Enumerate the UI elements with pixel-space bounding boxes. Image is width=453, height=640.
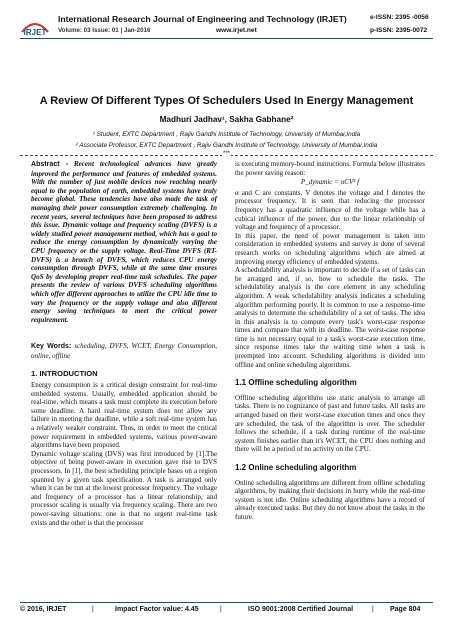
abstract-text: Recent technological advances have greatly improved the performance and features of embedded systems. With the number of just mobile devices now reaching nearly equal to the population of earth, embedded systems have truly become global. These tendencies have also made the task of managing their power consumption extremely challenging. In recent years, several techniques have been proposed to address this issue. Dynamic voltage and frequency scaling (DVFS) is a widely studied power management method, which has a goal to reduce the energy consumption by dynamically varying the CPU frequency or the supply voltage. Real-Time DVFS (RT-DVFS) is a branch of DVFS, which reduces CPU energy consumption through DVFS, while at the same time ensures QoS by developing proper real-time task schedules. The paper presents the review of various DVFS scheduling algorithms which offer different approaches to utilize the CPU idle time to vary the frequency or the supply voltage and also different energy saving techniques to meet the critical power requirement. — [31, 160, 217, 324]
abstract — [31, 160, 217, 324]
intro-paragraph-4: α and C are constants, V denotes the voltage and f denotes the processor frequency. It is seen that reducing the processor frequency has a quadratic influence of the voltage while has a cubical influence of the power, due to the linear relationship of voltage and frequency of a processor. — [235, 188, 425, 232]
intro-heading: 1. INTRODUCTION — [31, 369, 98, 379]
abstract-label: Abstract - — [31, 161, 69, 168]
offline-heading: 1.1 Offline scheduling algorithm — [235, 378, 357, 388]
svg-text:IRJET: IRJET — [23, 28, 47, 37]
divider-stars: *** — [222, 151, 230, 157]
footer-sep-1: | — [92, 606, 94, 613]
intro-paragraph-5: In this paper, the need of power management is taken into consideration in embedded systems and survey is done of several research works on scheduling algorithms which are aimed at improving energy efficiency of embedded systems. — [235, 231, 425, 266]
online-heading: 1.2 Online scheduling algorithm — [235, 463, 357, 472]
footer-divider — [20, 602, 433, 603]
affiliation-2: ² Associate Professor, EXTC Department , Rajiv Gandhi Institute of Technology, University of Mumbai,India — [75, 142, 378, 149]
right-column — [235, 160, 425, 522]
affiliation-1: ¹ Student, EXTC Department , Rajiv Gandhi Institute of Technology, University of Mumbai,India — [92, 131, 361, 138]
left-column — [31, 160, 217, 527]
p-issn: p-ISSN: 2395-0072 — [370, 27, 428, 34]
journal-name: International Research Journal of Engineering and Technology (IRJET) — [58, 14, 347, 24]
footer-sep-2: | — [220, 606, 222, 613]
intro-paragraph-2: Dynamic voltage scaling (DVS) was first introduced by [1].The objective of being power-aware in execution gave rise to DVS processors. In [1], the best scheduling principle bases on a region spanned by a given task specification. A task is arranged only when it can be run at the lowest processor frequency. The voltage and frequency of a processor has a linear relationship, and processor scaling is usually via frequency scaling. There are two power-saving situations: one is that no urgent real-time task exists and the other is that the processor — [31, 449, 217, 527]
keywords — [31, 342, 217, 360]
keywords-label: Key Words: — [31, 343, 72, 351]
online-text: Online scheduling algorithms are different from offline scheduling algorithms, by making their decisions in hurry while the real-time system is not idle. Online scheduling algorithms have a record of already executed tasks. But they do not know about the tasks in the future. — [235, 478, 425, 521]
power-formula: P_dynamic = αCV² f — [300, 178, 360, 187]
keywords-text: scheduling, DVFS, WCET, Energy Consumption, online, offline — [31, 342, 217, 360]
journal-website-link[interactable]: www.irjet.net — [216, 27, 257, 34]
e-issn: e-ISSN: 2395 -0056 — [370, 14, 429, 21]
footer-impact-factor: Impact Factor value: 4.45 — [115, 606, 199, 613]
offline-text: Offline scheduling algorithms use static analysis to arrange all tasks. There is no cognizance of past and future tasks. All tasks are arranged based on their worst-case execution times and once they are scheduled, the task of the algorithm is over. The scheduler follows the schedule, if a task during runtime of the real-time system finishes earlier than it's WCET, the CPU does nothing and there will be a period of no activity on the CPU. — [235, 393, 425, 454]
irjet-logo-icon — [20, 14, 50, 38]
footer-iso: ISO 9001:2008 Certified Journal — [248, 606, 354, 613]
footer-copyright: © 2016, IRJET — [20, 606, 67, 613]
footer-sep-3: | — [372, 606, 374, 613]
footer-page-number: Page 804 — [390, 606, 421, 613]
paper-title: A Review Of Different Types Of Schedulers Used In Energy Management — [39, 95, 414, 107]
volume-issue: Volume: 03 Issue: 01 | Jan-2016 — [58, 27, 151, 34]
paper-authors: Madhuri Jadhav¹, Sakha Gabhane² — [159, 115, 294, 124]
intro-paragraph-1: Energy consumption is a critical design constraint for real-time embedded systems. Usually, embedded application should be real-time, which means a task must complete its execution before some deadline. A hard real-time system does not allow any failure in meeting the deadline, while a soft real-time system has a relatively weaker constraint. Thus, in order to meet the critical power requirement in embedded systems, various power-aware algorithms have been proposed. — [31, 381, 217, 450]
intro-paragraph-6: A schedulability analysis is important to decide if a set of tasks can be arranged and, if so, how to schedule the tasks. The schedulability analysis is the core element in any scheduling algorithm. A weak schedulability analysis indicates a scheduling algorithm performing poorly. It is common to use a response-time analysis to determine the schedulability of a set of tasks. The idea in this analysis is to compute every task's worst-case response times and compare that with its deadline. The worst-case response time is not necessary equal to a task's worst-case execution time, since response times take the waiting time when a task is preempted into account. Scheduling algorithms is divided into offline and online scheduling algorithms. — [235, 266, 425, 369]
journal-header — [0, 0, 453, 40]
intro-paragraph-3: is executing memory-bound instructions. Formula below illustrates the power saving reason: — [235, 160, 425, 177]
header-divider — [20, 38, 433, 39]
